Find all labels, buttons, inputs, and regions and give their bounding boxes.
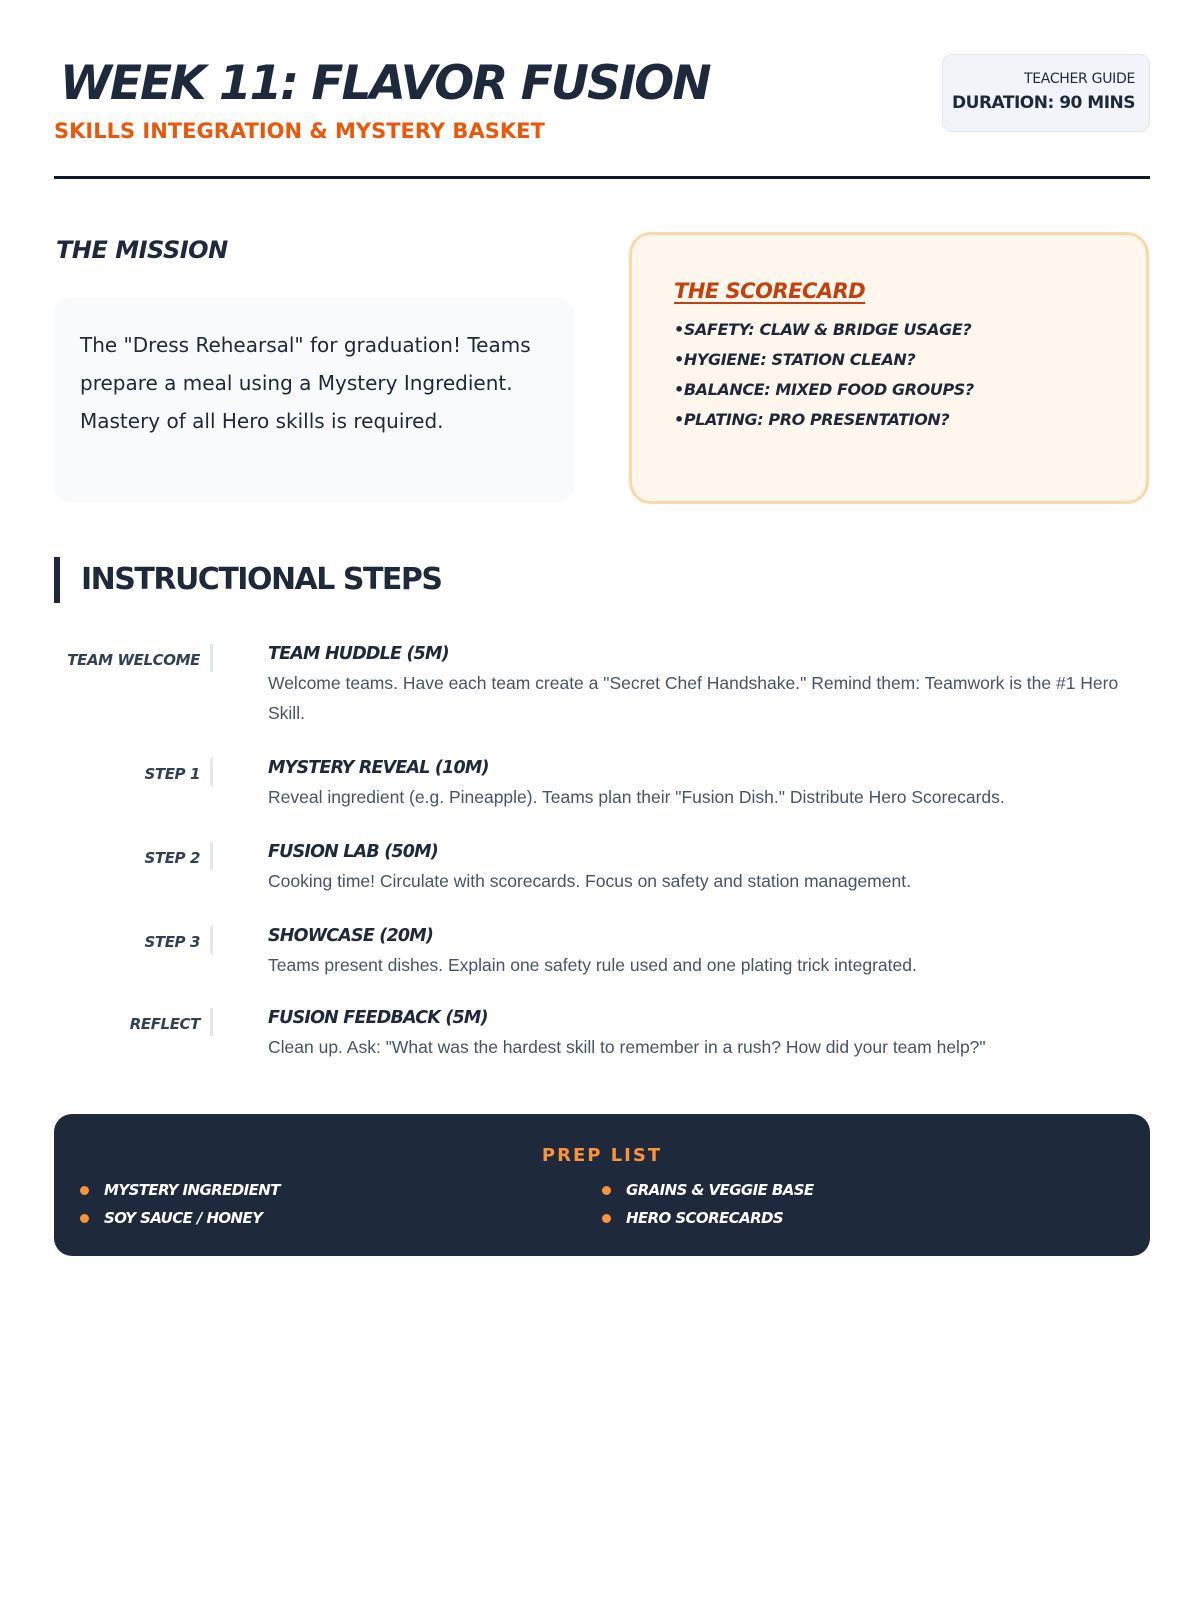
- page-subtitle: SKILLS INTEGRATION & MYSTERY BASKET: [54, 119, 545, 143]
- step-label: STEP 1: [144, 765, 200, 783]
- step-title: FUSION LAB (50M): [268, 842, 438, 862]
- step-body: [268, 838, 1148, 896]
- step-title: MYSTERY REVEAL (10M): [268, 758, 489, 778]
- teacher-guide-label: TEACHER GUIDE: [1023, 71, 1135, 87]
- prep-list-left: [80, 1176, 280, 1232]
- scorecard-list: [674, 315, 1146, 435]
- scorecard-item: • HYGIENE: STATION CLEAN?: [674, 345, 1146, 375]
- step-label: TEAM WELCOME: [67, 651, 200, 669]
- step-label: REFLECT: [129, 1015, 200, 1033]
- duration-label: DURATION: 90 MINS: [952, 93, 1135, 113]
- step-divider: [210, 758, 213, 786]
- bullet-dot-icon: [602, 1186, 611, 1195]
- prep-item-label: SOY SAUCE / HONEY: [104, 1209, 263, 1227]
- scorecard-item: • BALANCE: MIXED FOOD GROUPS?: [674, 375, 1146, 405]
- step-description: Cooking time! Circulate with scorecards. Focus on safety and station management.: [268, 871, 911, 891]
- prep-item: [602, 1204, 814, 1232]
- step-item: [54, 922, 1154, 1004]
- step-description: Clean up. Ask: "What was the hardest skill to remember in a rush? How did your team help?": [268, 1037, 986, 1057]
- step-item: [54, 1004, 1154, 1088]
- step-title: FUSION FEEDBACK (5M): [268, 1008, 488, 1028]
- step-title: TEAM HUDDLE (5M): [268, 644, 449, 664]
- step-divider: [210, 926, 213, 954]
- step-item: [54, 640, 1154, 754]
- mission-text: The "Dress Rehearsal" for graduation! Teams prepare a meal using a Mystery Ingredient. Mastery of all Hero skills is required.: [80, 333, 531, 433]
- step-body: [268, 754, 1148, 812]
- step-divider: [210, 1008, 213, 1036]
- step-label: STEP 3: [144, 933, 200, 951]
- step-item: [54, 754, 1154, 838]
- prep-item: [80, 1176, 280, 1204]
- step-label: STEP 2: [144, 849, 200, 867]
- step-description: Welcome teams. Have each team create a "Secret Chef Handshake." Remind them: Teamwork is the #1 Hero Skill.: [268, 673, 1119, 723]
- step-description: Teams present dishes. Explain one safety rule used and one plating trick integrated.: [268, 955, 917, 975]
- step-title: SHOWCASE (20M): [268, 926, 434, 946]
- step-body: [268, 640, 1148, 728]
- step-divider: [210, 644, 213, 672]
- page-title: WEEK 11: FLAVOR FUSION: [60, 56, 710, 111]
- prep-item-label: GRAINS & VEGGIE BASE: [626, 1181, 814, 1199]
- prep-list-right: [602, 1176, 814, 1232]
- prep-list-title: PREP LIST: [541, 1145, 663, 1166]
- prep-list-panel: [54, 1114, 1150, 1256]
- step-body: [268, 1004, 1148, 1062]
- prep-item-label: MYSTERY INGREDIENT: [104, 1181, 280, 1199]
- mission-box: [54, 298, 574, 502]
- teacher-guide-badge: [942, 54, 1150, 132]
- scorecard-item: • PLATING: PRO PRESENTATION?: [674, 405, 1146, 435]
- step-description: Reveal ingredient (e.g. Pineapple). Teams plan their "Fusion Dish." Distribute Hero Scorecards.: [268, 787, 1005, 807]
- steps-list: [54, 640, 1154, 1088]
- step-item: [54, 838, 1154, 922]
- scorecard-title: THE SCORECARD: [674, 279, 866, 303]
- steps-heading: INSTRUCTIONAL STEPS: [54, 557, 442, 603]
- scorecard-item: • SAFETY: CLAW & BRIDGE USAGE?: [674, 315, 1146, 345]
- page-header: [54, 52, 1150, 179]
- prep-item-label: HERO SCORECARDS: [626, 1209, 784, 1227]
- bullet-dot-icon: [80, 1214, 89, 1223]
- scorecard-box: [629, 232, 1149, 504]
- step-body: [268, 922, 1148, 980]
- mission-heading: THE MISSION: [56, 236, 228, 264]
- prep-item: [602, 1176, 814, 1204]
- step-divider: [210, 842, 213, 870]
- bullet-dot-icon: [80, 1186, 89, 1195]
- prep-item: [80, 1204, 280, 1232]
- bullet-dot-icon: [602, 1214, 611, 1223]
